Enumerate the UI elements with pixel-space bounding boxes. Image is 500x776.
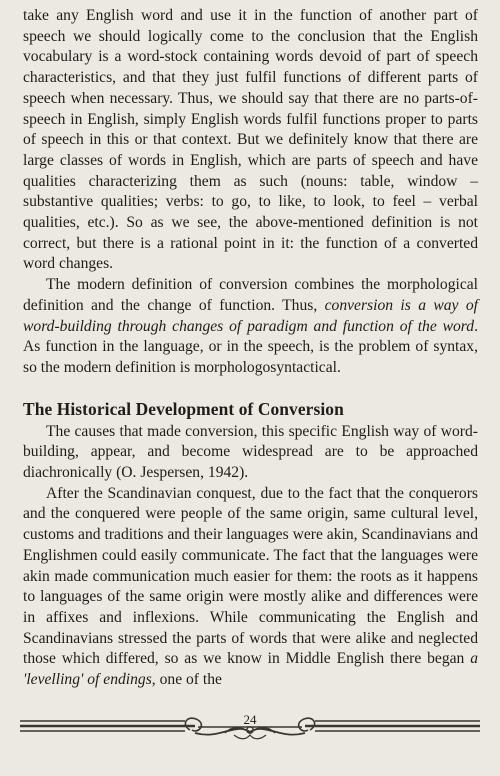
paragraph-4-text-start: After the Scandinavian conquest, due to the fact that the conquerors and the conquered were people of the same origin, same cultural level, customs and traditions and their languages were akin, Scandinavians and Englishmen could easily communicate. The fact that the languages were akin made communication much easier for them: the roots as it happens to languages of the same origin were mostly alike and differences were in affixes and inflexions. While communicating the English and Scandinavians stressed the parts of words that were alike and neglected those which differed, so as we know in Middle English there began bbox=[23, 484, 478, 668]
footer-ornament-icon bbox=[20, 700, 480, 760]
paragraph-3 bbox=[23, 422, 478, 484]
conversion-definition-italic: conversion is a way of word-building through changes of paradigm and function of the word bbox=[23, 296, 478, 335]
paragraph-4 bbox=[23, 484, 478, 691]
page-footer bbox=[20, 700, 480, 760]
paragraph-1 bbox=[23, 6, 478, 275]
paragraph-1-text: take any English word and use it in the function of another part of speech we should logically come to the conclusion that the English vocabulary is a word-stock containing words devoid of part of speech characteristics, and that they just fulfil functions of different parts of speech when necessary. Thus, we should say that there are no parts-of-speech in English, simply English words fulfil functions proper to parts of speech in this or that context. But we definitely know that there are large classes of words in English, which are parts of speech and have qualities characterizing them as such (nouns: table, window – substantive qualities; verbs: to go, to like, to look, to feel – verbal qualities, etc.). So as we see, the above-mentioned definition is not correct, but there is a rational point in it: the function of a converted word changes. bbox=[23, 7, 478, 273]
section-heading: The Historical Development of Conversion bbox=[23, 398, 344, 419]
paragraph-2-text-end: . As function in the language, or in the speech, is the problem of syntax, so the modern definition is morphologosyntactical. bbox=[23, 317, 478, 376]
paragraph-3-text: The causes that made conversion, this specific English way of word-building, appear, and become widespread are to be approached diachronically (O. Jespersen, 1942). bbox=[23, 422, 478, 482]
page-number: 24 bbox=[243, 712, 257, 727]
levelling-of-endings-italic: a 'levelling' of endings bbox=[23, 650, 478, 689]
paragraph-2-text-start: The modern definition of conversion combines the morphological definition and the change of function. Thus, bbox=[23, 276, 478, 314]
paragraph-4-text-end: , one of the bbox=[151, 671, 222, 689]
page-body bbox=[23, 6, 478, 691]
paragraph-2 bbox=[23, 275, 478, 379]
